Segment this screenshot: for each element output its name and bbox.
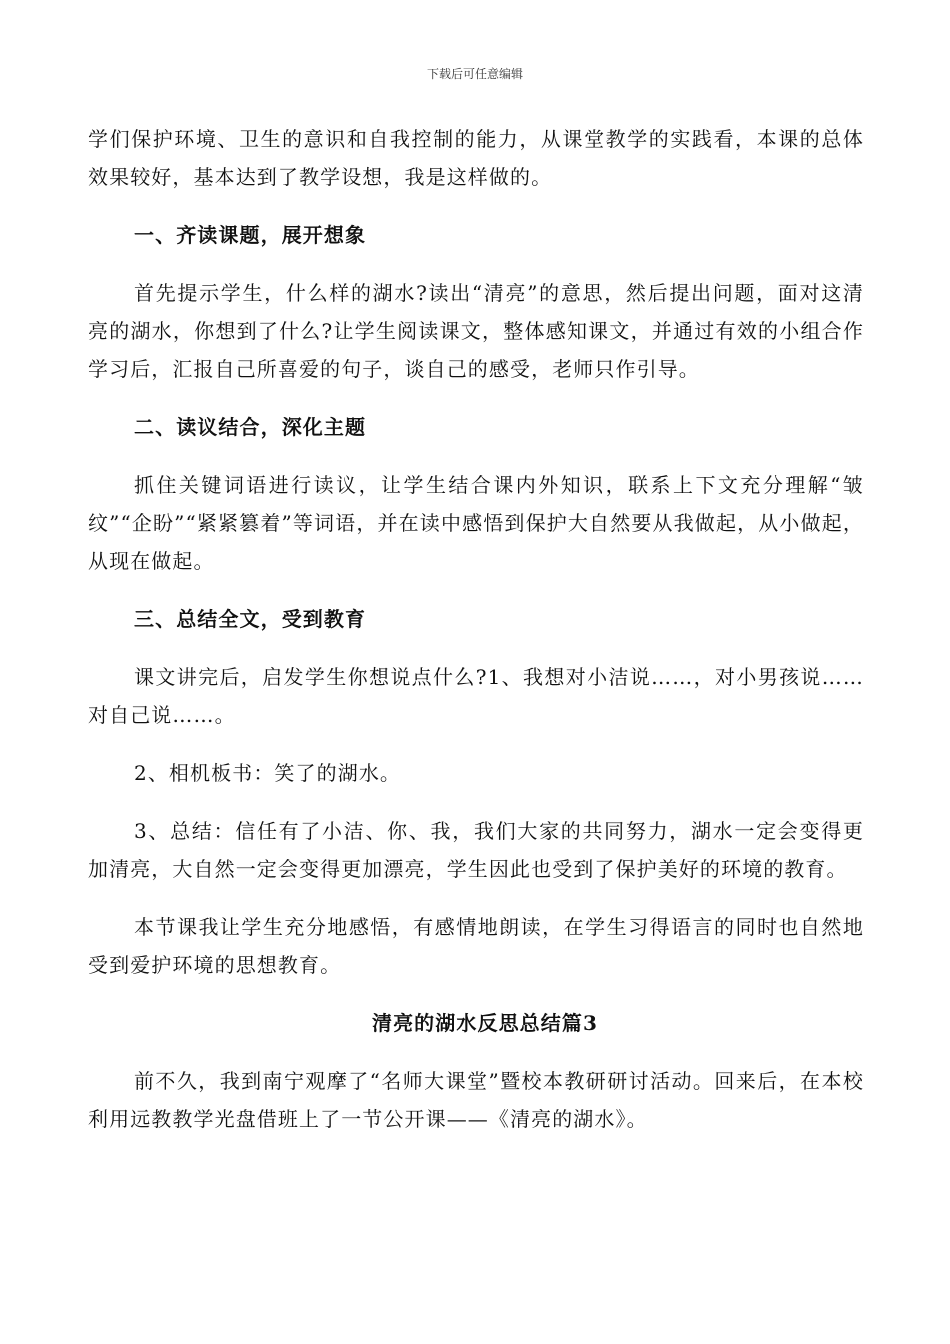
paragraph-continuation: 学们保护环境、卫生的意识和自我控制的能力，从课堂教学的实践看，本课的总体效果较好，基本达到了教学设想，我是这样做的。 [88,127,864,189]
paragraph-reflection: 本节课我让学生充分地感悟，有感情地朗读，在学生习得语言的同时也自然地受到爱护环境的思想教育。 [88,915,864,977]
paragraph-summary: 3、总结：信任有了小洁、你、我，我们大家的共同努力，湖水一定会变得更加清亮，大自然一定会变得更加漂亮，学生因此也受到了保护美好的环境的教育。 [88,819,864,881]
document-body [88,120,864,1138]
paragraph-section-2: 抓住关键词语进行读议，让学生结合课内外知识，联系上下文充分理解“皱纹”“企盼”“紧紧篡着”等词语，并在读中感悟到保护大自然要从我做起，从小做起，从现在做起。 [88,473,864,573]
section-heading-1: 一、齐读课题，展开想象 [134,223,367,247]
paragraph-section-1: 首先提示学生，什么样的湖水?读出“清亮”的意思，然后提出问题，面对这清亮的湖水，你想到了什么?让学生阅读课文，整体感知课文，并通过有效的小组合作学习后，汇报自己所喜爱的句子，谈自己的感受，老师只作引导。 [88,281,864,381]
section-heading-3: 三、总结全文，受到教育 [134,607,367,631]
paragraph-blackboard: 2、相机板书：笑了的湖水。 [134,761,402,785]
page-header: 下载后可任意编辑 [426,67,523,81]
article-title: 清亮的湖水反思总结篇3 [371,1011,599,1035]
section-heading-2: 二、读议结合，深化主题 [134,415,367,439]
paragraph-section-3: 课文讲完后，启发学生你想说点什么?1、我想对小洁说……，对小男孩说……对自己说……。 [88,665,864,727]
paragraph-intro: 前不久，我到南宁观摩了“名师大课堂”暨校本教研研讨活动。回来后，在本校利用远教教学光盘借班上了一节公开课——《清亮的湖水》。 [88,1069,864,1131]
